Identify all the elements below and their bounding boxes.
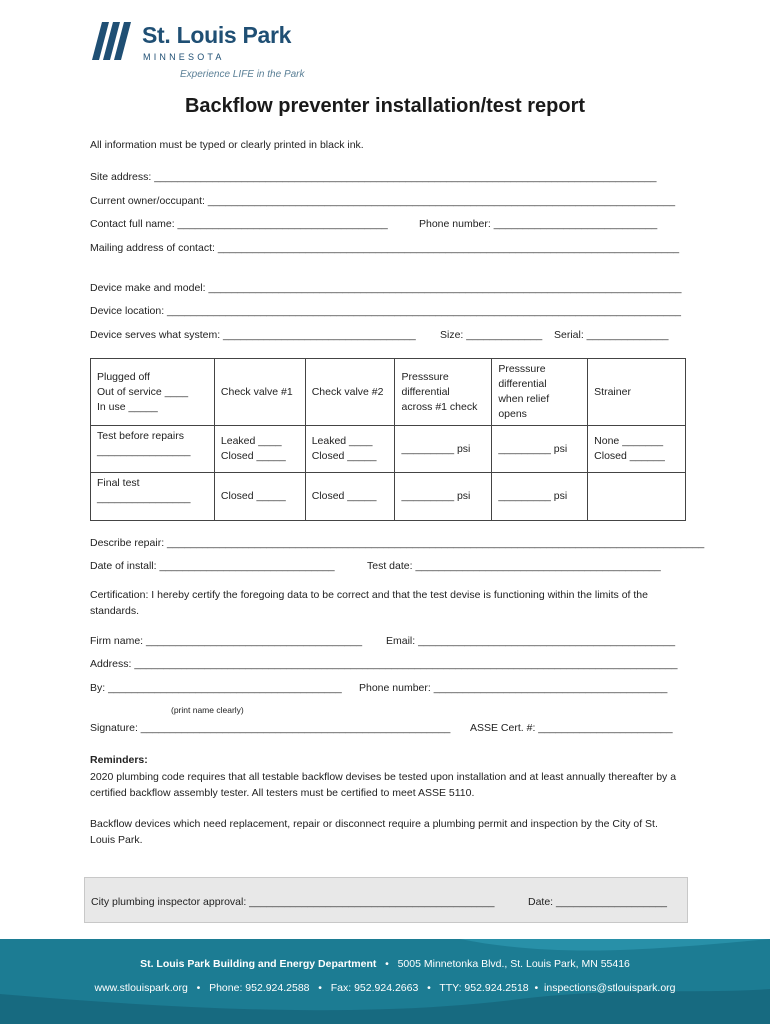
bullet-icon: • xyxy=(427,982,431,994)
reminder-paragraph-1: 2020 plumbing code requires that all testable backflow devises be tested upon installation and at least annually thereafter by a certified backflow assembly tester. All testers must be certified to meet ASSE 5110. xyxy=(90,771,677,799)
firm-name-field[interactable]: Firm name: _____________________________________ xyxy=(90,635,363,647)
signature-field[interactable]: Signature: _____________________________________________________ xyxy=(90,722,451,734)
inspector-approval-field[interactable]: City plumbing inspector approval: __________________________________________ xyxy=(91,896,495,908)
bullet-icon: • xyxy=(196,982,201,994)
logo-tagline: Experience LIFE in the Park xyxy=(180,69,305,80)
footer-line-1 xyxy=(0,958,770,970)
test-before-repairs-cell[interactable]: Test before repairs ________________ xyxy=(91,426,215,473)
site-address-field[interactable]: Site address: ______________________________________________________________________________________ xyxy=(90,171,657,183)
reminder-paragraph-2: Backflow devices which need replacement, repair or disconnect require a plumbing permit and inspection by the City of St. Louis Park. xyxy=(90,818,658,846)
final-cv2-cell[interactable]: Closed _____ xyxy=(305,473,395,521)
footer-line-2 xyxy=(0,982,770,994)
print-name-note: (print name clearly) xyxy=(171,705,244,715)
inspector-approval-box xyxy=(84,877,688,923)
footer-fax: Fax: 952.924.2663 xyxy=(330,982,419,994)
bullet-icon: • xyxy=(318,982,322,994)
footer-address: 5005 Minnetonka Blvd., St. Louis Park, MN 55416 xyxy=(397,958,630,970)
test-psi-check-cell[interactable]: _________ psi xyxy=(395,426,492,473)
test-psi-relief-cell[interactable]: _________ psi xyxy=(492,426,588,473)
tester-address-field[interactable]: Address: _____________________________________________________________________________________________ xyxy=(90,658,678,670)
logo-state: MINNESOTA xyxy=(143,52,225,62)
intro-text: All information must be typed or clearly printed in black ink. xyxy=(90,139,364,151)
footer xyxy=(0,939,770,1024)
final-test-cell[interactable]: Final test ________________ xyxy=(91,473,215,521)
table-row xyxy=(91,473,686,521)
final-cv1-cell[interactable]: Closed _____ xyxy=(214,473,305,521)
test-table xyxy=(90,358,686,521)
describe-repair-field[interactable]: Describe repair: ____________________________________________________________________________________________ xyxy=(90,537,705,549)
date-install-field[interactable]: Date of install: ______________________________ xyxy=(90,560,335,572)
device-make-field[interactable]: Device make and model: _________________________________________________________________________________ xyxy=(90,282,682,294)
contact-name-field[interactable]: Contact full name: ____________________________________ xyxy=(90,218,388,230)
status-cell[interactable]: Plugged off Out of service ____ In use _____ xyxy=(91,359,215,426)
final-psi-relief-cell[interactable]: _________ psi xyxy=(492,473,588,521)
footer-phone: Phone: 952.924.2588 xyxy=(209,982,310,994)
final-strainer-cell[interactable] xyxy=(588,473,686,521)
page-title: Backflow preventer installation/test report xyxy=(184,95,586,117)
test-strainer-cell[interactable]: None _______ Closed ______ xyxy=(588,426,686,473)
footer-email-link[interactable]: inspections@stlouispark.org xyxy=(544,982,676,994)
contact-phone-field[interactable]: Phone number: ____________________________ xyxy=(419,218,658,230)
city-logo xyxy=(92,20,332,86)
pressure-check-header: Presssure differential across #1 check xyxy=(395,359,492,426)
owner-field[interactable]: Current owner/occupant: ________________________________________________________________________________ xyxy=(90,195,676,207)
logo-stripes-icon xyxy=(92,22,138,62)
reminders-heading: Reminders: xyxy=(90,754,148,766)
check-valve-1-header: Check valve #1 xyxy=(214,359,305,426)
email-field[interactable]: Email: ____________________________________________ xyxy=(386,635,676,647)
footer-tty: TTY: 952.924.2518 xyxy=(439,982,529,994)
approval-date-field[interactable]: Date: ___________________ xyxy=(528,896,667,908)
final-psi-check-cell[interactable]: _________ psi xyxy=(395,473,492,521)
bullet-icon: • xyxy=(534,982,539,994)
serial-field[interactable]: Serial: ______________ xyxy=(554,329,669,341)
table-header-row xyxy=(91,359,686,426)
check-valve-2-header: Check valve #2 xyxy=(305,359,395,426)
footer-department: St. Louis Park Building and Energy Department xyxy=(140,958,377,970)
pressure-relief-header: Presssure differential when relief opens xyxy=(492,359,588,426)
device-location-field[interactable]: Device location: ________________________________________________________________________________________ xyxy=(90,305,681,317)
asse-cert-field[interactable]: ASSE Cert. #: _______________________ xyxy=(470,722,673,734)
bullet-icon: • xyxy=(385,958,389,970)
footer-website-link[interactable]: www.stlouispark.org xyxy=(94,982,188,994)
by-field[interactable]: By: ________________________________________ xyxy=(90,682,342,694)
mailing-address-field[interactable]: Mailing address of contact: _______________________________________________________________________________ xyxy=(90,242,680,254)
device-system-field[interactable]: Device serves what system: _________________________________ xyxy=(90,329,416,341)
logo-name: St. Louis Park xyxy=(142,22,292,48)
test-cv1-cell[interactable]: Leaked ____ Closed _____ xyxy=(214,426,305,473)
tester-phone-field[interactable]: Phone number: ________________________________________ xyxy=(359,682,668,694)
test-date-field[interactable]: Test date: __________________________________________ xyxy=(367,560,661,572)
size-field[interactable]: Size: _____________ xyxy=(440,329,543,341)
test-cv2-cell[interactable]: Leaked ____ Closed _____ xyxy=(305,426,395,473)
table-row xyxy=(91,426,686,473)
certification-text: Certification: I hereby certify the foregoing data to be correct and that the test devise is functioning within the limits of the standards. xyxy=(90,589,648,617)
strainer-header: Strainer xyxy=(588,359,686,426)
